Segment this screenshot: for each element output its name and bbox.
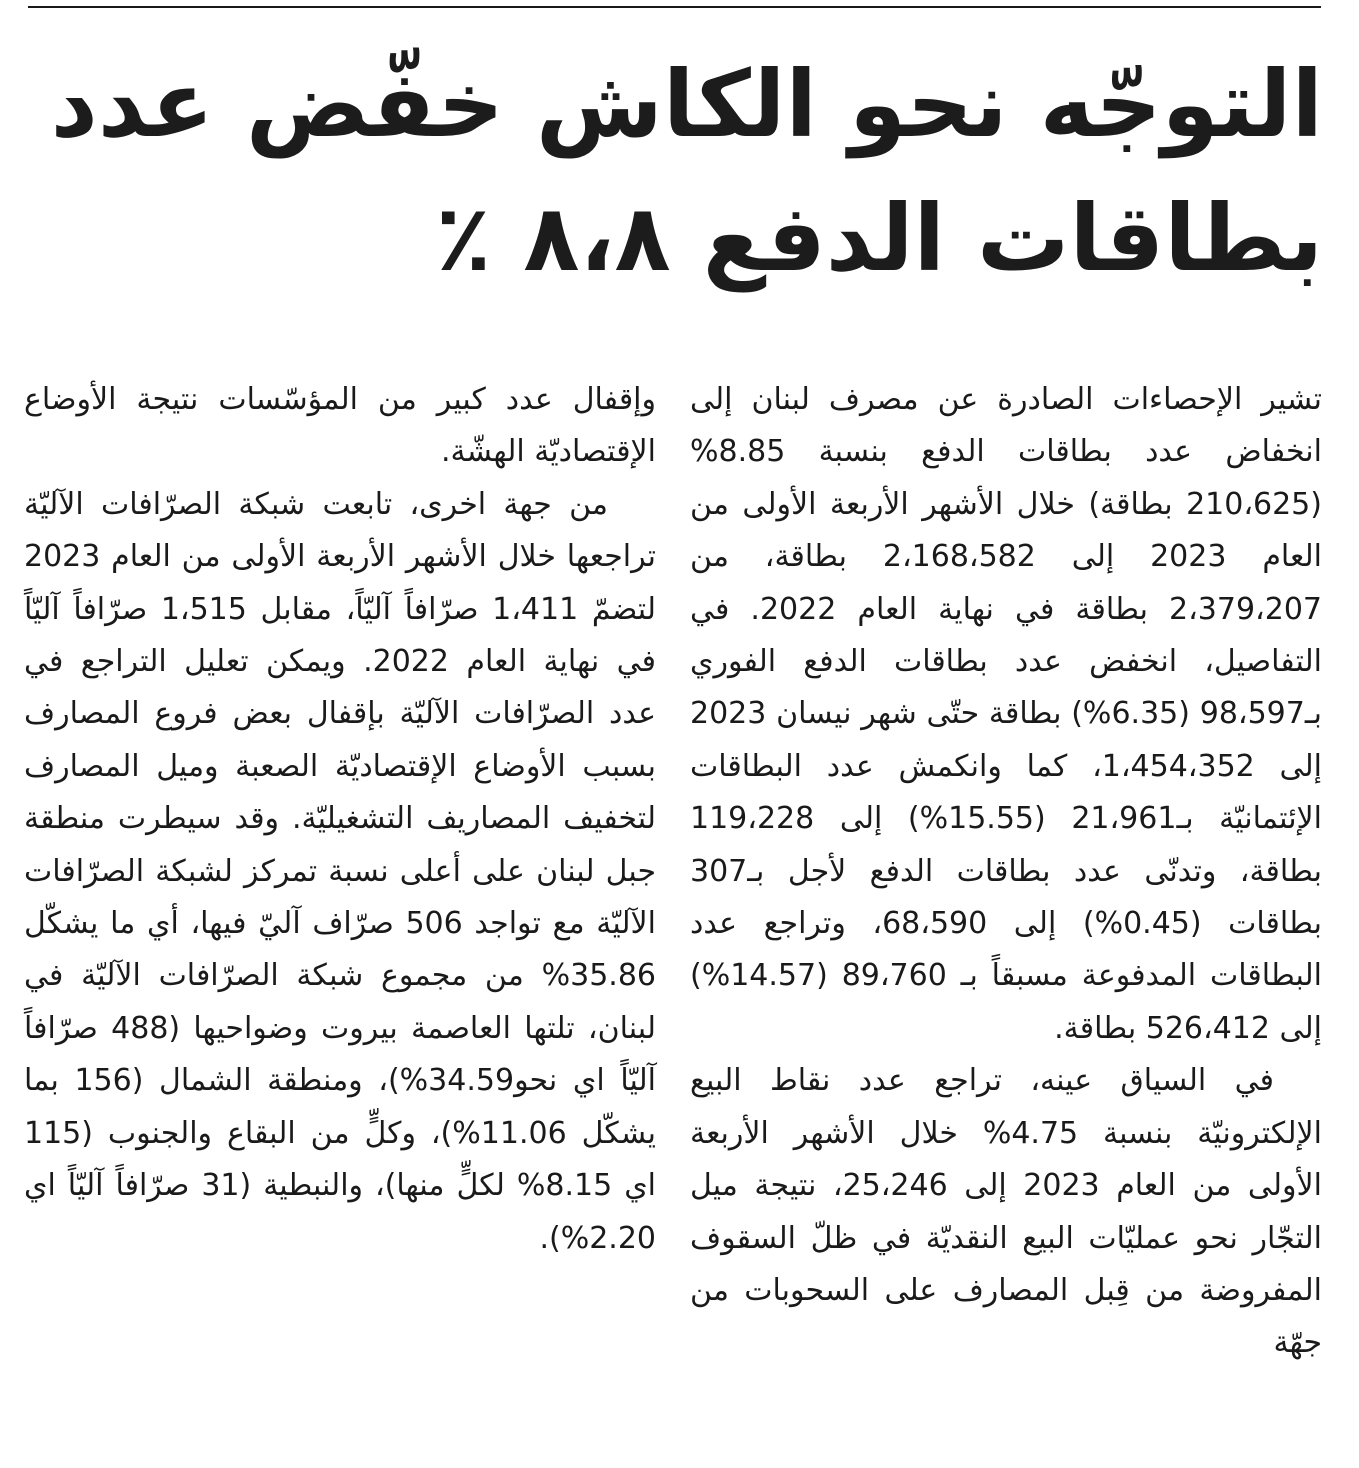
paragraph-2: في السياق عينه، تراجع عدد نقاط البيع الإلكترونيّة بنسبة 4.75% خلال الأشهر الأربعة الأولى من العام 2023 إلى 25،246، نتيجة ميل التجّار نحو عمليّات البيع النقديّة في ظلّ السقوف المفروضة من قِبل المصارف على السحوبات من جهّة (690, 1063, 1323, 1361)
top-rule (28, 6, 1321, 8)
paragraph-1: تشير الإحصاءات الصادرة عن مصرف لبنان إلى انخفاض عدد بطاقات الدفع بنسبة 8.85% (210،625 بطاقة) خلال الأشهر الأربعة الأولى من العام 2023 إلى 2،168،582 بطاقة، من 2،379،207 بطاقة في نهاية العام 2022. في التفاصيل، انخفض عدد بطاقات الدفع الفوري بـ98،597 (6.35%) بطاقة حتّى شهر نيسان 2023 إلى 1،454،352، كما وانكمش عدد البطاقات الإئتمانيّة بـ21،961 (15.55%) إلى 119،228 بطاقة، وتدنّى عدد بطاقات الدفع لأجل بـ307 بطاقات (0.45%) إلى 68،590، وتراجع عدد البطاقات المدفوعة مسبقاً بـ 89،760 (14.57%) إلى 526،412 بطاقة. (690, 382, 1322, 1046)
paragraph-4: من جهة اخرى، تابعت شبكة الصرّافات الآليّة تراجعها خلال الأشهر الأربعة الأولى من العام 2023 لتضمّ 1،411 صرّافاً آليّاً، مقابل 1،515 صرّافاً آليّاً في نهاية العام 2022. ويمكن تعليل التراجع في عدد الصرّافات الآليّة بإقفال بعض فروع المصارف بسبب الأوضاع الإقتصاديّة الصعبة وميل المصارف لتخفيف المصاريف التشغيليّة. وقد سيطرت منطقة جبل لبنان على أعلى نسبة تمركز لشبكة الصرّافات الآليّة مع تواجد 506 صرّاف آليّ فيها، أي ما يشكّل 35.86% من مجموع شبكة الصرّافات الآليّة في لبنان، تلتها العاصمة بيروت وضواحيها (488 صرّافاً آليّاً اي نحو34.59%)، ومنطقة الشمال (156 بما يشكّل 11.06%)، وكلٍّ من البقاع والجنوب (115 اي 8.15% لكلٍّ منها)، والنبطية (31 صرّافاً آليّاً اي 2.20%). (24, 486, 657, 1256)
paragraph-3: وإقفال عدد كبير من المؤسّسات نتيجة الأوضاع الإقتصاديّة الهشّة. (24, 382, 656, 470)
headline-line-1: التوجّه نحو الكاش خفّض عدد (50, 51, 1323, 158)
headline-line-2: بطاقات الدفع ٨،٨ ٪ (435, 185, 1323, 292)
headline (40, 38, 1323, 306)
article-column-left (24, 374, 656, 1265)
article-column-right (690, 374, 1322, 1370)
